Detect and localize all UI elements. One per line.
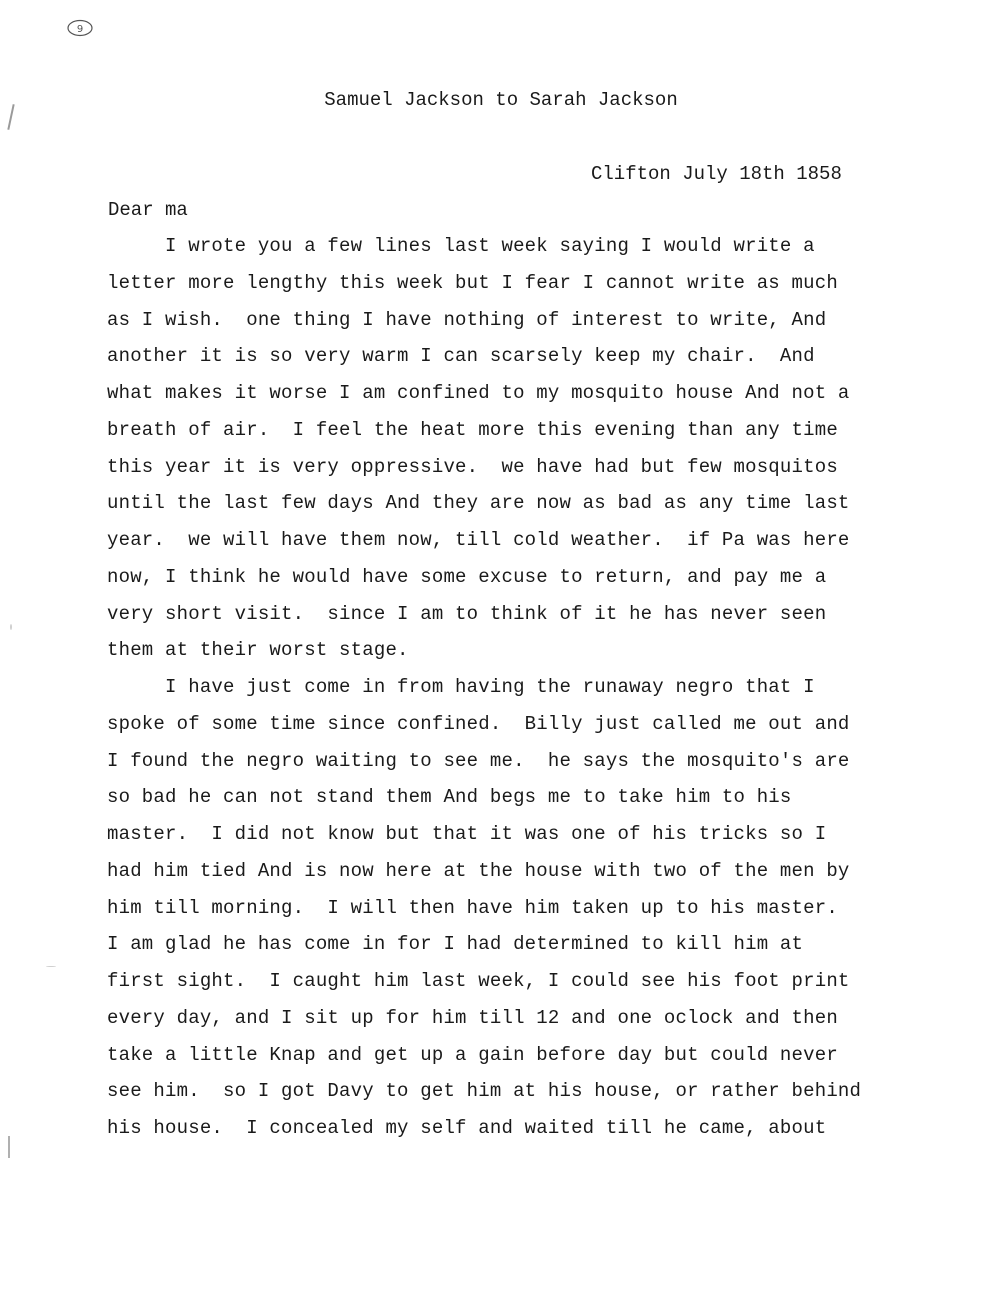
circled-page-number-mark: [66, 18, 94, 38]
salutation: Dear ma: [108, 199, 188, 221]
page-mark-text: 9: [76, 24, 84, 35]
text-line: I have just come in from having the runaway negro that I: [107, 676, 815, 698]
text-line: I wrote you a few lines last week saying I would write a: [107, 235, 815, 257]
text-line: now, I think he would have some excuse to return, and pay me a: [107, 565, 827, 588]
scan-speck: [10, 624, 12, 630]
text-line: year. we will have them now, till cold weather. if Pa was here: [107, 529, 850, 551]
text-line: see him. so I got Davy to get him at his house, or rather behind: [107, 1080, 862, 1103]
scan-speck: [46, 966, 56, 967]
text-line: had him tied And is now here at the house with two of the men by: [107, 859, 850, 882]
text-line: this year it is very oppressive. we have had but few mosquitos: [107, 455, 838, 478]
text-line: them at their worst stage.: [107, 639, 409, 662]
letter-title: Samuel Jackson to Sarah Jackson: [324, 89, 678, 111]
place-and-date: Clifton July 18th 1858: [591, 163, 842, 185]
text-line: another it is so very warm I can scarsely keep my chair. And: [107, 345, 815, 368]
text-line: take a little Knap and get up a gain before day but could never: [107, 1043, 838, 1066]
text-line: until the last few days And they are now as bad as any time last: [107, 492, 850, 515]
text-line: breath of air. I feel the heat more this evening than any time: [107, 418, 838, 441]
text-line: him till morning. I will then have him taken up to his master.: [107, 896, 838, 919]
text-line: what makes it worse I am confined to my mosquito house And not a: [107, 382, 850, 404]
letter-body: [107, 234, 927, 1153]
text-line: every day, and I sit up for him till 12 and one oclock and then: [107, 1006, 838, 1029]
text-line: very short visit. since I am to think of it he has never seen: [107, 602, 827, 625]
text-line: as I wish. one thing I have nothing of interest to write, And: [107, 308, 827, 331]
text-line: so bad he can not stand them And begs me to take him to his: [107, 786, 792, 809]
text-line: spoke of some time since confined. Billy just called me out and: [107, 712, 850, 735]
text-line: master. I did not know but that it was one of his tricks so I: [107, 823, 827, 845]
text-line: first sight. I caught him last week, I could see his foot print: [107, 970, 850, 992]
text-line: letter more lengthy this week but I fear I cannot write as much: [107, 271, 838, 294]
margin-mark: [8, 1136, 10, 1158]
text-line: I found the negro waiting to see me. he says the mosquito's are: [107, 749, 850, 772]
text-line: I am glad he has come in for I had determined to kill him at: [107, 933, 804, 956]
text-line: his house. I concealed my self and waited till he came, about: [107, 1117, 827, 1139]
